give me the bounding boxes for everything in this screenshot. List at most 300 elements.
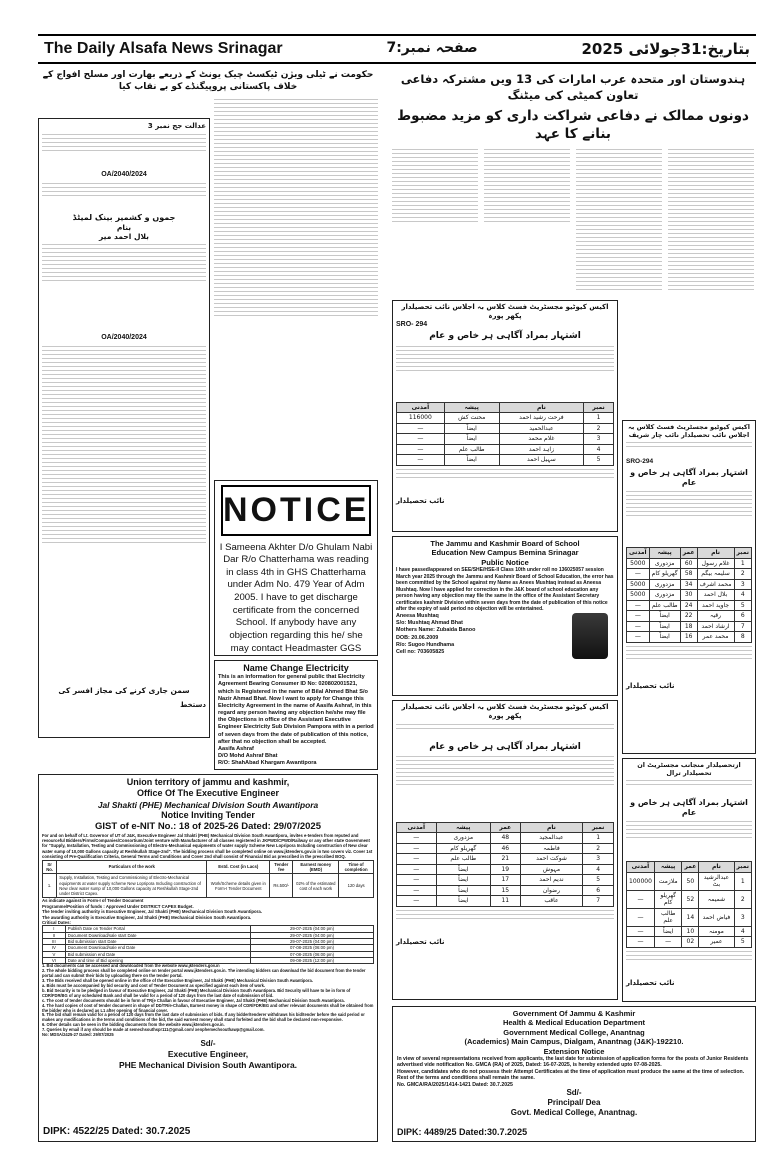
text-line: [576, 257, 662, 258]
tender-col-header: Particulars of the work: [57, 860, 207, 874]
text-line: [576, 201, 662, 202]
table-cell: فاطمہ: [520, 843, 583, 854]
text-line: [392, 193, 478, 194]
text-line: [668, 169, 754, 170]
table-cell: محمد عمر: [697, 632, 734, 643]
tender-date-cell: IV: [43, 945, 66, 951]
table-cell: ایضاً: [436, 875, 490, 886]
table-cell: 4: [734, 926, 751, 937]
tender-col-header: Sr No.: [43, 860, 57, 874]
table-cell: غلام محمد: [499, 434, 584, 445]
ad2-table: [626, 547, 752, 643]
table-cell: 5: [734, 937, 751, 948]
text-line: [576, 229, 662, 230]
text-line: [668, 289, 754, 290]
table-cell: عبدالحمید: [499, 423, 584, 434]
tender-notice: [38, 774, 378, 1142]
ad1-title: اکیس کیوٹیو مجسٹریٹ فسٹ کلاس بہ اجلاس نائب تحصیلدار پکھر پورہ: [401, 303, 609, 320]
text-line: [392, 181, 478, 182]
text-line: [668, 229, 754, 230]
summons-intro: [42, 131, 206, 171]
gmc-signatory-office: Govt. Medical College, Anantnag.: [510, 1108, 638, 1118]
table-cell: گھریلو کام: [654, 890, 682, 908]
text-line: [668, 269, 754, 270]
table-cell: رضوان: [520, 885, 583, 896]
tender-date-cell: 29-07-2025 (04:00 pm): [251, 926, 374, 932]
table-cell: سلیمہ بیگم: [697, 569, 734, 580]
tender-row-cost: Work/Scheme details given in Form-I Tender Document: [207, 874, 270, 898]
table-cell: ایضاً: [444, 455, 499, 466]
tender-awarding: The awarding authority is Executive Engineer, Jal Shakti (PHE) Mechanical Division South Awantipora.: [42, 914, 252, 920]
table-cell: 1: [584, 413, 614, 424]
table-cell: عبدالرشید بٹ: [699, 872, 734, 890]
table-cell: 4: [583, 864, 614, 875]
text-line: [484, 161, 570, 162]
table-row: [397, 875, 614, 886]
table-row: [627, 872, 752, 890]
table-cell: 2: [583, 843, 614, 854]
table-cell: —: [627, 908, 655, 926]
tender-programme: Programme/Position of funds : Approved Under DISTRICT CAPEX Budget.: [42, 903, 194, 909]
text-line: [576, 185, 662, 186]
text-line: [576, 249, 662, 250]
table-cell: طالب علم: [649, 600, 680, 611]
name-change-ad: [214, 660, 378, 770]
tender-note: 2. The whole bidding process shall be completed online on tender portal www.jktenders.gov.in. The intending bidders can download the bid document from the tender portal and can submit their bids by uploading there on the tender portal.: [42, 968, 366, 979]
table-cell: عمیر: [699, 937, 734, 948]
table-header: عمر: [491, 822, 521, 833]
tender-col-header: Time of completion: [339, 860, 374, 874]
text-line: [576, 289, 662, 290]
table-cell: 24: [680, 600, 697, 611]
table-cell: 5: [734, 600, 752, 611]
name-change-title: Name Change Electricity: [243, 663, 349, 673]
tender-line4: Notice Inviting Tender: [161, 810, 255, 820]
text-line: [484, 149, 570, 150]
table-header: نام: [520, 822, 583, 833]
gmc-line1: Government Of Jammu & Kashmir: [512, 1009, 636, 1018]
table-row: [627, 558, 752, 569]
gmc-notice: [392, 1006, 756, 1142]
text-line: [392, 197, 478, 198]
table-header: نمبر: [583, 822, 614, 833]
text-line: [392, 185, 478, 186]
table-row: [397, 444, 614, 455]
table-header: نمبر: [734, 548, 752, 559]
text-line: [392, 169, 478, 170]
table-cell: عاقب: [520, 896, 583, 907]
text-line: [668, 209, 754, 210]
table-cell: 17: [491, 875, 521, 886]
text-line: [668, 221, 754, 222]
table-cell: مزدوری: [649, 579, 680, 590]
table-cell: غلام رسول: [697, 558, 734, 569]
table-cell: 5000: [627, 590, 650, 601]
name-change-body: This is an information for general public that Electricity Agreement Bearing Consumer ID No: 020802001521, which is Registered in the name of Bilal Ahmed Bhat S/o Nazir Ahmad Bhat. Now I want to apply for Change this Electricity Agreement in the name of Aasifa Ashraf, in this regard any person having any objection he/she may file the Objections in office of the Assistant Executive Engineer Electricity Sub Division Pampora with in a period of seven days from the date of publication of this notice, after that no objection shall be accepted.: [218, 674, 374, 745]
table-cell: 11: [491, 896, 521, 907]
table-cell: —: [397, 896, 437, 907]
text-line: [484, 217, 570, 218]
text-line: [392, 217, 478, 218]
table-row: [627, 590, 752, 601]
text-line: [668, 157, 754, 158]
text-line: [668, 241, 754, 242]
tender-row-sr: 1.: [43, 874, 57, 898]
table-row: [627, 926, 752, 937]
table-cell: 1: [583, 833, 614, 844]
table-cell: 34: [680, 579, 697, 590]
headline-main: دونوں ممالک نے دفاعی شراکت داری کو مزید مضبوط بنانے کا عہد: [397, 108, 749, 143]
text-line: [668, 285, 754, 286]
tender-notes: [42, 964, 374, 1038]
table-cell: ارشاد احمد: [697, 621, 734, 632]
summons-footer: سمن جاری کرنے کی مجاز افسر کی: [58, 686, 190, 695]
text-line: [668, 277, 754, 278]
table-cell: 1: [734, 558, 752, 569]
table-cell: بلال احمد: [697, 590, 734, 601]
school-applicant: Aneesa Mushtaq: [396, 612, 439, 619]
tender-intro: For and on behalf of Lt. Governor of UT of J&K, Executive Engineer Jal Shakti (PHE) Mechanical Division South Awantipora, invites e-tenders from reputed and resourceful Bidders/Firms/Companies/Consortium/Joint venture with Manufacturer of all classes registered in JKPWD/CPWD/Railway or any other state Government for "Supply, Installation, Testing and Commissioning of Electro-Mechanical equipments of water supply Scheme New Lopripora Including construction of New clear water sump of 10,000 Gallons capacity at Reshkullah Stage-2nd". The bidding process shall be completed online on www.jktenders.gov.in in two covers viz. Cover 1st consisting of Pre-Qualification Criteria, General Terms and Conditions and Cover 2nd shall consist of Financial Bid as prescribed in the prescribed BOQ.: [42, 833, 373, 859]
table-header: پیشہ: [444, 402, 499, 413]
table-cell: —: [397, 854, 437, 865]
tender-dipk: DIPK: 4522/25 Dated: 30.7.2025: [43, 1125, 191, 1137]
table-cell: —: [397, 423, 445, 434]
table-header: نام: [699, 862, 734, 873]
table-cell: 16: [680, 632, 697, 643]
name-change-father: D/O Mohd Ashraf Bhat: [218, 752, 278, 759]
ad1-table: [396, 402, 614, 466]
text-line: [668, 249, 754, 250]
table-cell: 10: [682, 926, 699, 937]
text-line: [668, 261, 754, 262]
table-cell: فیاض احمد: [699, 908, 734, 926]
text-line: [668, 273, 754, 274]
table-row: [397, 896, 614, 907]
ad3-sign: نائب تحصیلدار: [396, 937, 445, 946]
school-notice: [392, 536, 618, 696]
text-line: [576, 205, 662, 206]
table-row: [397, 413, 614, 424]
text-line: [576, 245, 662, 246]
table-header: عمر: [682, 862, 699, 873]
table-cell: ایضاً: [436, 896, 490, 907]
table-cell: 2: [584, 423, 614, 434]
gmc-dipk: DIPK: 4489/25 Dated:30.7.2025: [397, 1126, 528, 1137]
tender-note: 4. The hard copies of cost of tender document in shape of DD/TR/e-Challan, Earnest money in shape of CDR/FDR/BG and other relevant documents shall be obtained from the bidder who is declared as L1 after opening of financial cover.: [42, 1002, 374, 1013]
tender-row-remarks: As indicate against in Form-I of Tender Document: [42, 898, 144, 904]
table-cell: —: [627, 926, 655, 937]
table-row: [627, 890, 752, 908]
text-line: [668, 213, 754, 214]
gmc-body3: Rest of the terms and conditions shall remain the same.: [397, 1075, 535, 1082]
name-change-sign: Aasifa Ashraf: [218, 745, 254, 752]
tender-line3: Jal Shakti (PHE) Mechanical Division South Awantipora: [97, 799, 319, 810]
table-row: [397, 455, 614, 466]
table-row: [627, 600, 752, 611]
table-cell: ایضاً: [436, 885, 490, 896]
ad3-box: [392, 700, 618, 1000]
table-cell: 58: [680, 569, 697, 580]
text-line: [576, 241, 662, 242]
text-line: [576, 237, 662, 238]
newspaper-title: The Daily Alsafa News Srinagar: [44, 40, 283, 57]
table-cell: ایضاً: [654, 926, 682, 937]
ad2-box: [622, 420, 756, 754]
school-line1: The Jammu and Kashmir Board of School: [430, 539, 580, 548]
table-cell: ملازمت: [654, 872, 682, 890]
table-cell: —: [627, 937, 655, 948]
school-body: I have passed/appeared on SEE/SHE/HSE-II Class 10th under roll no 136025057 session March year 2025 through the Jammu and Kashmir Board of School Education, the error has been committed by the School against my Name as Anees Mushtaq instead as Aneesa Mushtaq. Now I have applied for correction in the J&K board of school education any person having any objection may file the same in the office of the Assistant Secretary certificates kashmir Division within seven days from the date of publication of this notice after the expiry of said period no objection will be entertained.: [396, 567, 614, 613]
tender-date-cell: 07-08-2025 (06:00 pm): [251, 945, 374, 951]
table-header: عمر: [680, 548, 697, 559]
table-header: نمبر: [734, 862, 751, 873]
table-cell: 5000: [627, 558, 650, 569]
tender-col-header: Estd. Cost (in Lacs): [207, 860, 270, 874]
tender-date-cell: I: [43, 926, 66, 932]
gmc-sd: Sd/-: [566, 1088, 582, 1098]
table-row: [627, 579, 752, 590]
table-row: [627, 569, 752, 580]
legal-summons: [38, 118, 210, 738]
table-cell: رقیہ: [697, 611, 734, 622]
tender-note: 6. Other details can be seen in the bidding documents from the website www.jktenders.gov.in.: [42, 1022, 225, 1028]
table-cell: 5000: [627, 579, 650, 590]
table-cell: ایضاً: [444, 423, 499, 434]
text-line: [576, 273, 662, 274]
tender-row-fee: Rs.500/-: [270, 874, 293, 898]
table-row: [627, 621, 752, 632]
ad3-sub: اشتہار بمراد آگاہی ہر خاص و عام: [429, 741, 581, 752]
table-header: نام: [697, 548, 734, 559]
table-cell: 2: [734, 890, 751, 908]
table-cell: 3: [583, 854, 614, 865]
table-cell: عبدالمجید: [520, 833, 583, 844]
ad4-title: ازتحصیلدار منجانب مجسٹریٹ ان تحصیلدار ترال: [637, 761, 741, 778]
tender-date-cell: Document Download/sale start Date: [65, 932, 250, 938]
table-cell: 46: [491, 843, 521, 854]
table-cell: 15: [491, 885, 521, 896]
article2-body: [214, 96, 378, 476]
table-cell: 02: [682, 937, 699, 948]
table-cell: —: [397, 875, 437, 886]
table-cell: 3: [734, 908, 751, 926]
table-cell: 3: [584, 434, 614, 445]
ad1-sign: نائب تحصیلدار: [396, 496, 445, 505]
table-cell: مزدوری: [649, 558, 680, 569]
school-residence: R/o: Sugoo Hundhama: [396, 641, 455, 648]
text-line: [484, 185, 570, 186]
gmc-body: In view of several representations received from applicants, the last date for submission of application forms for the posts of Junior Residents advertised vide notification No. GMCA (RA) of 2025, Dated: 16-07-2025, is hereby extended upto 07-08-2025.: [397, 1055, 749, 1069]
gmc-line3: Government Medical College, Anantnag: [503, 1027, 645, 1037]
table-cell: مومنہ: [699, 926, 734, 937]
table-cell: مزدوری: [649, 590, 680, 601]
text-line: [576, 217, 662, 218]
text-line: [484, 177, 570, 178]
tender-row-time: 120 days: [339, 874, 374, 898]
masthead: [38, 34, 756, 64]
table-cell: —: [397, 444, 445, 455]
school-dob: DOB: 20.06.2009: [396, 634, 439, 641]
tender-date-cell: Document Download/sale end Date: [65, 945, 250, 951]
table-cell: —: [627, 611, 650, 622]
text-line: [576, 209, 662, 210]
table-cell: 22: [680, 611, 697, 622]
text-line: [668, 189, 754, 190]
text-line: [392, 201, 478, 202]
table-cell: طالب علم: [436, 854, 490, 865]
tender-note: 3. The Bids received shall be opened online in the office of the Executive Engineer, Jal Shakti (PHE) Mechanical Division South Awantipora.: [42, 978, 313, 984]
notice-body: I Sameena Akhter D/o Ghulam Nabi Dar R/o Chatterhama was reading in class 4th in GHS Chatterhama under Adm No. 479 Year of Adm 2005. I have to get discharge certificate from the concerned School. If anybody have any objection regarding this he/ she may contact Headmaster GGS: [219, 541, 373, 654]
table-cell: 2: [734, 569, 752, 580]
text-line: [576, 161, 662, 162]
text-line: [576, 261, 662, 262]
table-cell: 30: [680, 590, 697, 601]
tender-date-cell: V: [43, 951, 66, 957]
tender-dates-table: [42, 925, 374, 964]
name-change-residence: R/O: ShahAbad Khargam Awantipora: [218, 759, 317, 766]
text-line: [484, 189, 570, 190]
table-row: [627, 937, 752, 948]
table-cell: 19: [491, 864, 521, 875]
table-cell: 6: [734, 611, 752, 622]
school-mother: Mothers Name: Zubaida Banoo: [396, 627, 476, 634]
table-cell: 1: [734, 872, 751, 890]
party-name: بلال احمد میر: [99, 231, 149, 241]
text-line: [668, 185, 754, 186]
issue-date: بتاریخ:31جولائی 2025: [581, 39, 750, 58]
text-line: [576, 165, 662, 166]
tender-date-cell: 29-07-2025 (04:00 pm): [251, 932, 374, 938]
table-cell: —: [397, 434, 445, 445]
text-line: [484, 193, 570, 194]
table-cell: 8: [734, 632, 752, 643]
table-cell: مہوش: [520, 864, 583, 875]
table-cell: —: [397, 885, 437, 896]
text-line: [484, 197, 570, 198]
text-line: [576, 213, 662, 214]
text-line: [576, 285, 662, 286]
text-line: [484, 169, 570, 170]
tender-sd: Sd/-: [200, 1039, 216, 1049]
table-cell: طالب علم: [654, 908, 682, 926]
table-cell: 5: [584, 455, 614, 466]
table-header: پیشہ: [436, 822, 490, 833]
table-cell: 4: [734, 590, 752, 601]
table-row: [397, 864, 614, 875]
tender-signatory: Executive Engineer,: [167, 1049, 249, 1060]
table-cell: —: [627, 890, 655, 908]
text-line: [576, 269, 662, 270]
table-cell: 100000: [627, 872, 655, 890]
text-line: [484, 173, 570, 174]
gmc-signatory: Principal/ Dea: [547, 1098, 601, 1108]
ad4-sign: نائب تحصیلدار: [626, 978, 675, 987]
tender-note: 7. Queries by email if any should be made at semechsouthspr111@gmail.com/ xenphemechsouthawp@gmail.com.: [42, 1027, 265, 1033]
tender-table: [42, 860, 374, 899]
text-line: [668, 181, 754, 182]
text-line: [576, 189, 662, 190]
text-line: [484, 153, 570, 154]
text-line: [576, 153, 662, 154]
text-line: [392, 209, 478, 210]
notice-title: NOTICE: [221, 485, 371, 536]
table-cell: 60: [680, 558, 697, 569]
ad2-tag: SRO-294: [626, 458, 654, 466]
table-header: آمدنی: [627, 548, 650, 559]
tender-row-work: Supply, Installation, Testing and Commissioning of Electro-Mechanical equipments at water supply scheme New Lopripora Including construction of New clear water sump of 10,000 Gallons capacity at Reshkullah Stage-2nd under District Capex.: [57, 874, 207, 898]
table-cell: محنت کش: [444, 413, 499, 424]
text-line: [668, 245, 754, 246]
main-headline-box: [392, 72, 754, 144]
text-line: [668, 265, 754, 266]
text-line: [576, 149, 662, 150]
tender-line2: Office Of The Executive Engineer: [136, 788, 280, 799]
table-cell: 5: [583, 875, 614, 886]
text-line: [392, 173, 478, 174]
text-line: [392, 221, 478, 222]
table-cell: 14: [682, 908, 699, 926]
ad1-tag: SRO- 294: [396, 320, 428, 328]
text-line: [668, 149, 754, 150]
table-header: آمدنی: [397, 822, 437, 833]
tender-signatory-office: PHE Mechanical Division South Awantipora.: [118, 1059, 298, 1070]
table-cell: —: [627, 632, 650, 643]
article2-headline-box: [38, 70, 378, 94]
tender-date-cell: Date and time of Bid opening: [65, 958, 250, 964]
ad4-sub: اشتہار بمراد آگاہی ہر خاص و عام: [630, 798, 748, 818]
table-cell: ایضاً: [649, 632, 680, 643]
table-cell: 48: [491, 833, 521, 844]
table-cell: 6: [583, 885, 614, 896]
table-cell: —: [397, 455, 445, 466]
article2-headline: حکومت نے ٹیلی ویژن ٹیکسٹ چیک یونٹ کے ذریعے بھارت اور مسلح افواج کے خلاف پاکستانی پروپیگنڈے کو بے نقاب کیا: [42, 70, 374, 92]
table-cell: جاوید احمد: [697, 600, 734, 611]
text-line: [576, 177, 662, 178]
ad2-sub: اشتہار بمراد آگاہی ہر خاص و عام: [630, 468, 748, 488]
table-header: نام: [499, 402, 584, 413]
table-row: [397, 854, 614, 865]
text-line: [392, 153, 478, 154]
table-cell: —: [627, 621, 650, 632]
party-details: [42, 244, 206, 334]
table-row: [627, 908, 752, 926]
table-row: [397, 423, 614, 434]
text-line: [392, 157, 478, 158]
text-line: [576, 157, 662, 158]
text-line: [392, 189, 478, 190]
table-cell: محمد اشرف: [697, 579, 734, 590]
ad1-box: [392, 300, 618, 532]
text-line: [668, 281, 754, 282]
school-cell: Cell no: 703605825: [396, 649, 445, 656]
table-cell: ایضاً: [649, 611, 680, 622]
table-cell: زاہد احمد: [499, 444, 584, 455]
summons-ref: عدالت جج نمبر 3: [147, 122, 206, 130]
table-cell: شمیمہ: [699, 890, 734, 908]
ad4-box: [622, 758, 756, 1002]
school-line3: Public Notice: [481, 557, 529, 567]
table-cell: طالب علم: [444, 444, 499, 455]
text-line: [668, 225, 754, 226]
text-line: [484, 209, 570, 210]
text-line: [668, 193, 754, 194]
table-row: [627, 632, 752, 643]
text-line: [392, 205, 478, 206]
tender-date-cell: III: [43, 938, 66, 944]
text-line: [668, 177, 754, 178]
notice-ad: [214, 480, 378, 656]
text-line: [576, 253, 662, 254]
